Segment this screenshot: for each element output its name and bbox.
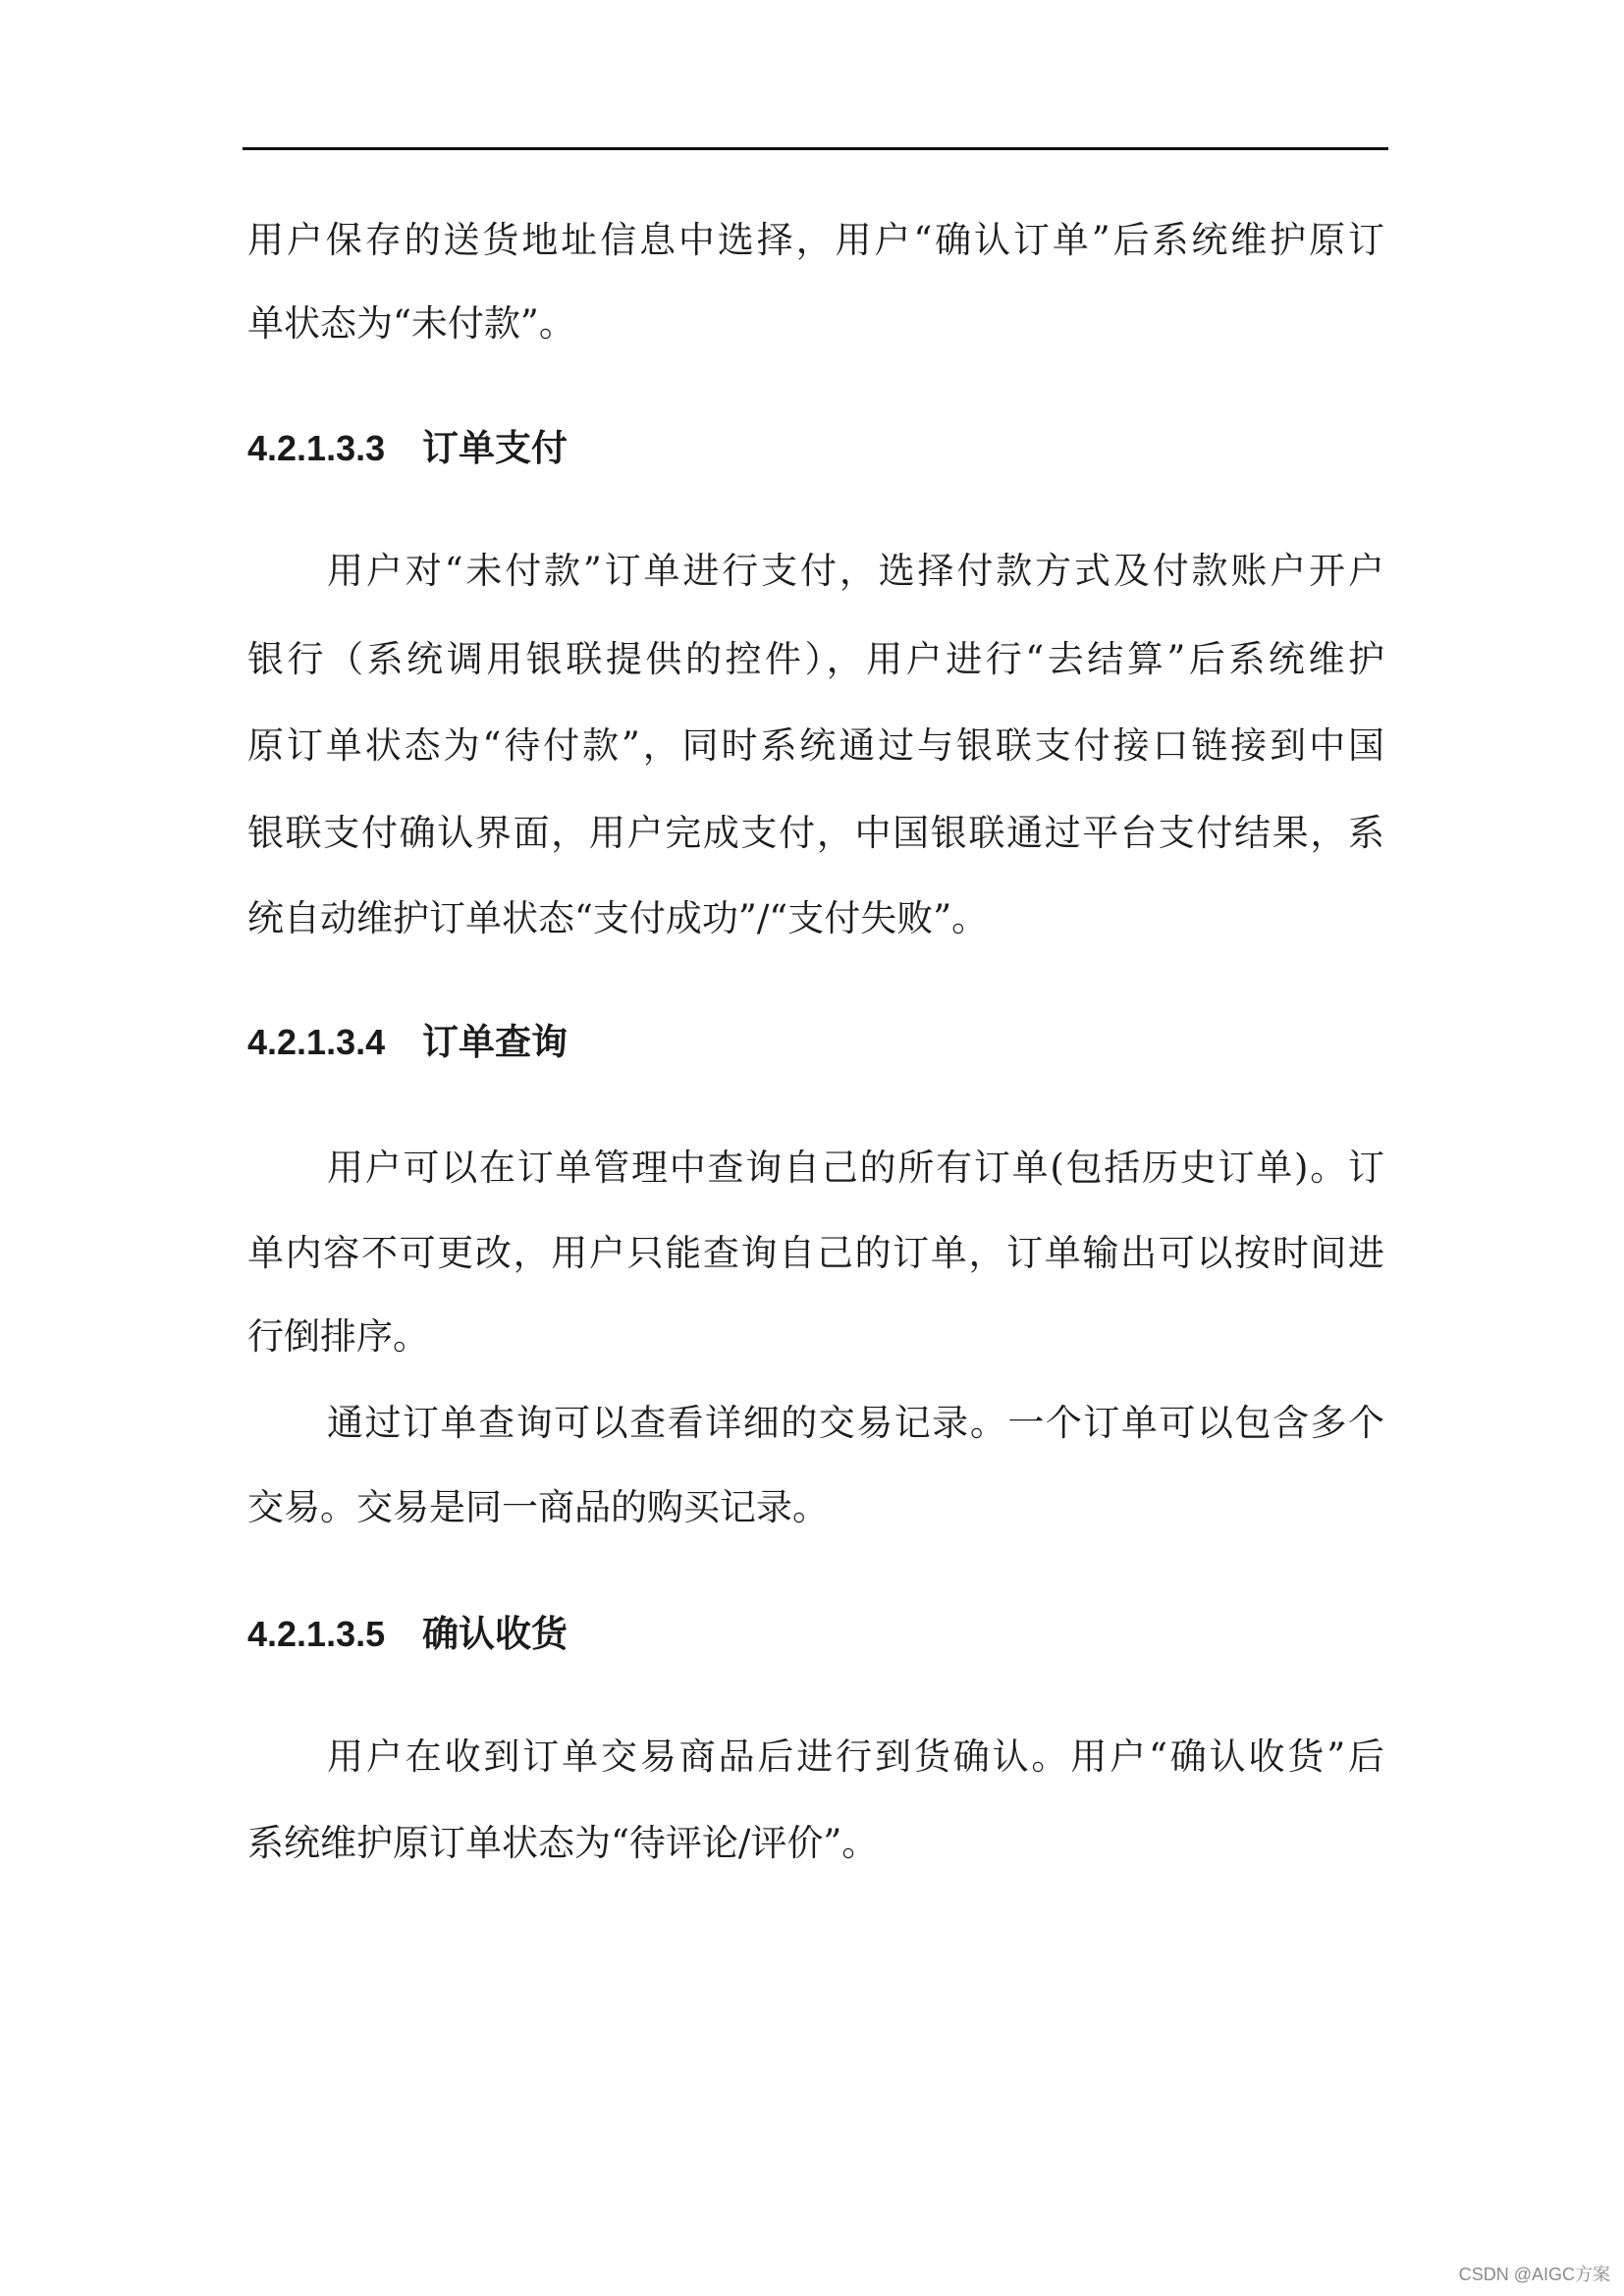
section-heading (247, 419, 935, 478)
paragraph-line: 用户对“未付款”订单进行支付，选择付款方式及付款账户开户 (327, 550, 1384, 592)
paragraph-line: 行倒排序。 (247, 1315, 429, 1358)
section-number: 4.2.1.3.3 (247, 428, 386, 468)
section-title: 订单查询 (422, 1021, 568, 1063)
paragraph-line: 通过订单查询可以查看详细的交易记录。一个订单可以包含多个 (327, 1402, 1384, 1444)
section-title: 订单支付 (422, 427, 568, 469)
paragraph-line: 单内容不可更改，用户只能查询自己的订单，订单输出可以按时间进 (247, 1232, 1384, 1274)
intro-line: 单状态为“未付款”。 (247, 302, 575, 345)
paragraph-line: 银行（系统调用银联提供的控件），用户进行“去结算”后系统维护 (247, 638, 1384, 680)
paragraph-line: 用户在收到订单交易商品后进行到货确认。用户“确认收货”后 (327, 1735, 1384, 1778)
paragraph-line: 原订单状态为“待付款”，同时系统通过与银联支付接口链接到中国 (247, 724, 1384, 767)
paragraph-line: 银联支付确认界面，用户完成支付，中国银联通过平台支付结果，系 (247, 812, 1384, 854)
paragraph-line: 统自动维护订单状态“支付成功”/“支付失败”。 (247, 897, 989, 939)
paragraph-line: 系统维护原订单状态为“待评论/评价”。 (247, 1822, 879, 1864)
section-heading (247, 1605, 935, 1664)
header-rule (243, 147, 1388, 150)
section-number: 4.2.1.3.5 (247, 1614, 386, 1654)
paragraph-line: 用户可以在订单管理中查询自己的所有订单(包括历史订单)。订 (327, 1147, 1384, 1189)
section-heading (247, 1013, 935, 1072)
section-number: 4.2.1.3.4 (247, 1022, 386, 1062)
watermark: CSDN @AIGC方案 (1458, 2265, 1610, 2284)
section-title: 确认收货 (422, 1613, 568, 1655)
intro-line: 用户保存的送货地址信息中选择，用户“确认订单”后系统维护原订 (247, 219, 1384, 261)
paragraph-line: 交易。交易是同一商品的购买记录。 (247, 1486, 829, 1528)
